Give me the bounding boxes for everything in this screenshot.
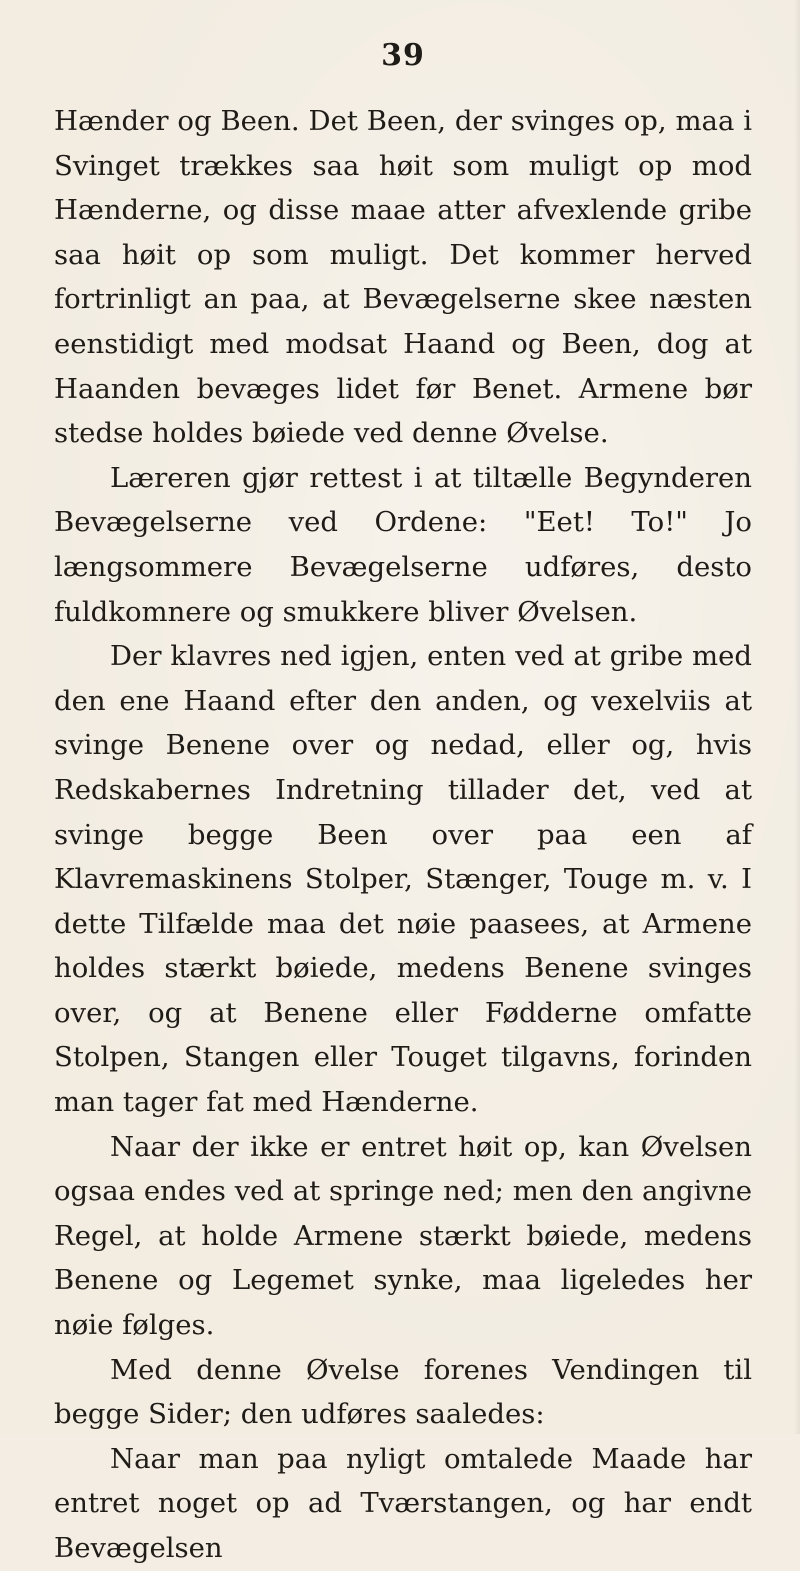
page-number: 39 — [381, 38, 425, 73]
paragraph: Læreren gjør rettest i at tiltælle Begynderen Bevægelserne ved Ordene: "Eet! To!" Jo længsommere Bevægelserne udføres, desto fuldkomnere og smukkere bliver Øvelsen. — [54, 461, 752, 628]
paragraph: Med denne Øvelse forenes Vendingen til begge Sider; den udføres saaledes: — [54, 1353, 752, 1431]
paragraph: Naar man paa nyligt omtalede Maade har entret noget op ad Tværstangen, og har endt Bevægelsen — [54, 1442, 752, 1564]
paragraph: Der klavres ned igjen, enten ved at gribe med den ene Haand efter den anden, og vexelviis at svinge Benene over og nedad, eller og, hvis Redskabernes Indretning tillader det, ved at svinge begge Been over paa een af Klavremaskinens Stolper, Stænger, Touge m. v. I dette Tilfælde maa det nøie paasees, at Armene holdes stærkt bøiede, medens Benene svinges over, og at Benene eller Fødderne omfatte Stolpen, Stangen eller Touget tilgavns, forinden man tager fat med Hænderne. — [54, 640, 752, 1119]
body-text — [54, 99, 752, 1571]
paragraph: Naar der ikke er entret høit op, kan Øvelsen ogsaa endes ved at springe ned; men den angivne Regel, at holde Armene stærkt bøiede, medens Benene og Legemet synke, maa ligeledes her nøie følges. — [54, 1130, 752, 1342]
paragraph: Hænder og Been. Det Been, der svinges op, maa i Svinget trækkes saa høit som muligt op mod Hænderne, og disse maae atter afvexlende gribe saa høit op som muligt. Det kommer herved fortrinligt an paa, at Bevægelserne skee næsten eenstidigt med modsat Haand og Been, dog at Haanden bevæges lidet før Benet. Armene bør stedse holdes bøiede ved denne Øvelse. — [54, 105, 752, 450]
page-edge-shadow — [794, 0, 800, 1434]
